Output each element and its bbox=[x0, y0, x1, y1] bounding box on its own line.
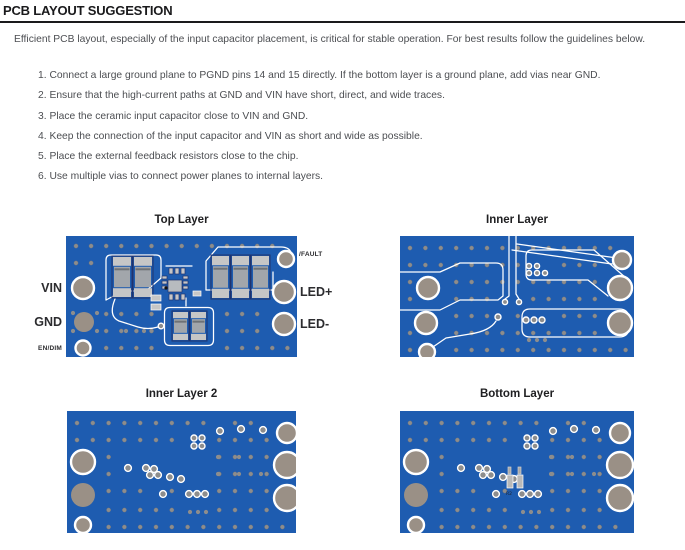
bottom-layer-title: Bottom Layer bbox=[479, 388, 555, 400]
through-hole-pad bbox=[613, 251, 631, 269]
through-hole-pad bbox=[74, 312, 94, 332]
pin1-dot bbox=[164, 286, 167, 289]
pcb-inner-layer-graphic bbox=[400, 236, 634, 357]
through-hole-pad bbox=[76, 341, 91, 356]
ringed-via bbox=[493, 491, 500, 498]
via bbox=[204, 510, 208, 514]
ringed-via bbox=[186, 491, 193, 498]
ringed-via bbox=[524, 443, 530, 449]
ringed-via bbox=[238, 426, 245, 433]
small-component-pad bbox=[162, 276, 167, 279]
via bbox=[216, 472, 220, 476]
ringed-via bbox=[571, 426, 578, 433]
bottom-layer-board-image bbox=[400, 411, 634, 533]
via bbox=[543, 338, 547, 342]
via bbox=[259, 472, 263, 476]
via bbox=[188, 510, 192, 514]
via bbox=[592, 472, 596, 476]
through-hole-pad bbox=[72, 277, 94, 299]
via bbox=[216, 455, 220, 459]
guideline-item: 6. Use multiple vias to connect power planes to internal layers. bbox=[38, 171, 324, 183]
en-dim-label: EN/DIM bbox=[38, 345, 62, 352]
capacitor-component bbox=[133, 256, 153, 298]
ringed-via bbox=[524, 435, 530, 441]
ringed-via bbox=[480, 472, 487, 479]
through-hole-pad bbox=[274, 485, 296, 511]
ringed-via bbox=[202, 491, 209, 498]
ringed-via bbox=[542, 270, 547, 275]
guideline-item: 2. Ensure that the high-current paths at GND and VIN have short, direct, and wide traces. bbox=[38, 90, 445, 102]
ringed-via bbox=[502, 299, 507, 304]
via bbox=[142, 329, 146, 333]
silkscreen-text: R2 bbox=[506, 492, 512, 497]
inner-layer-2-board-image bbox=[67, 411, 296, 533]
ringed-via bbox=[526, 270, 531, 275]
ringed-via bbox=[191, 443, 197, 449]
guideline-item: 4. Keep the connection of the input capacitor and VIN as short and wide as possible. bbox=[38, 130, 423, 142]
through-hole-pad bbox=[608, 311, 632, 335]
ringed-via bbox=[534, 270, 539, 275]
ringed-via bbox=[535, 491, 542, 498]
ringed-via bbox=[147, 472, 154, 479]
ringed-via bbox=[519, 491, 526, 498]
via bbox=[527, 338, 531, 342]
ringed-via bbox=[217, 428, 224, 435]
pcb-top-layer-graphic bbox=[66, 236, 297, 357]
ringed-via bbox=[143, 465, 150, 472]
through-hole-pad bbox=[277, 423, 296, 443]
small-component-pad bbox=[181, 268, 185, 274]
via bbox=[196, 510, 200, 514]
top-layer-board-image bbox=[66, 236, 297, 357]
inner-layer-title: Inner Layer bbox=[486, 214, 548, 226]
inner-layer-board-image bbox=[400, 236, 634, 357]
gnd-label: GND bbox=[34, 315, 62, 329]
guideline-item: 3. Place the ceramic input capacitor close to VIN and GND. bbox=[38, 110, 309, 122]
led-minus-label: LED- bbox=[300, 317, 330, 331]
through-hole-pad bbox=[75, 517, 91, 533]
small-component-pad bbox=[169, 294, 173, 300]
through-hole-pad bbox=[610, 423, 630, 443]
ringed-via bbox=[532, 443, 538, 449]
inner-layer-2-title: Inner Layer 2 bbox=[145, 388, 218, 400]
via bbox=[521, 510, 525, 514]
ringed-via bbox=[178, 476, 185, 483]
via bbox=[237, 472, 241, 476]
via bbox=[549, 455, 553, 459]
ringed-via bbox=[191, 435, 197, 441]
through-hole-pad bbox=[71, 450, 95, 474]
led-plus-label: LED+ bbox=[300, 285, 333, 299]
through-hole-pad bbox=[419, 344, 435, 357]
ringed-via bbox=[199, 435, 205, 441]
through-hole-pad bbox=[71, 483, 95, 507]
ringed-via bbox=[125, 465, 132, 472]
ringed-via bbox=[516, 299, 521, 304]
small-component-pad bbox=[168, 280, 182, 292]
ringed-via bbox=[500, 474, 507, 481]
via bbox=[570, 455, 574, 459]
through-hole-pad bbox=[274, 452, 296, 478]
small-component-pad bbox=[169, 268, 173, 274]
vin-label: VIN bbox=[41, 281, 62, 295]
section-heading: PCB LAYOUT SUGGESTION bbox=[3, 3, 173, 18]
guideline-list bbox=[38, 70, 663, 192]
small-component-pad bbox=[518, 467, 521, 474]
small-component-pad bbox=[151, 304, 161, 310]
capacitor-component bbox=[211, 255, 230, 299]
intro-paragraph: Efficient PCB layout, especially of the input capacitor placement, is critical for stable operation. For best results follow the guidelines below. bbox=[14, 34, 646, 45]
via bbox=[529, 510, 533, 514]
via bbox=[537, 510, 541, 514]
small-component-pad bbox=[517, 475, 523, 488]
ringed-via bbox=[199, 443, 205, 449]
ringed-via bbox=[158, 323, 164, 329]
small-component-pad bbox=[193, 291, 201, 296]
through-hole-pad bbox=[607, 485, 633, 511]
small-component-pad bbox=[183, 286, 188, 289]
small-component-pad bbox=[183, 281, 188, 284]
small-component-pad bbox=[183, 276, 188, 279]
ringed-via bbox=[550, 428, 557, 435]
small-component-pad bbox=[508, 467, 511, 474]
guideline-item: 5. Place the external feedback resistors close to the chip. bbox=[38, 151, 299, 163]
ringed-via bbox=[593, 427, 600, 434]
ringed-via bbox=[476, 465, 483, 472]
ringed-via bbox=[539, 317, 545, 323]
ringed-via bbox=[155, 472, 162, 479]
capacitor-component bbox=[190, 311, 207, 341]
via bbox=[95, 329, 99, 333]
ringed-via bbox=[495, 314, 501, 320]
ringed-via bbox=[194, 491, 201, 498]
via bbox=[124, 329, 128, 333]
capacitor-component bbox=[251, 255, 270, 299]
through-hole-pad bbox=[273, 281, 295, 303]
small-component-pad bbox=[507, 475, 513, 488]
small-component-pad bbox=[175, 294, 179, 300]
ringed-via bbox=[534, 263, 539, 268]
ringed-via bbox=[523, 317, 529, 323]
ringed-via bbox=[531, 317, 537, 323]
ringed-via bbox=[260, 427, 267, 434]
through-hole-pad bbox=[408, 517, 424, 533]
small-component-pad bbox=[175, 268, 179, 274]
small-component-pad bbox=[162, 281, 167, 284]
ringed-via bbox=[526, 263, 531, 268]
heading-rule bbox=[0, 21, 685, 23]
ringed-via bbox=[488, 472, 495, 479]
capacitor-component bbox=[172, 311, 189, 341]
fault-label: /FAULT bbox=[299, 251, 323, 258]
small-component-pad bbox=[181, 294, 185, 300]
via bbox=[95, 311, 99, 315]
through-hole-pad bbox=[404, 483, 428, 507]
via bbox=[549, 472, 553, 476]
small-component-pad bbox=[151, 295, 161, 301]
via bbox=[71, 329, 75, 333]
through-hole-pad bbox=[404, 450, 428, 474]
via bbox=[71, 311, 75, 315]
ringed-via bbox=[160, 491, 167, 498]
through-hole-pad bbox=[608, 276, 632, 300]
through-hole-pad bbox=[607, 452, 633, 478]
ringed-via bbox=[527, 491, 534, 498]
via bbox=[237, 455, 241, 459]
through-hole-pad bbox=[273, 313, 295, 335]
ringed-via bbox=[458, 465, 465, 472]
through-hole-pad bbox=[278, 251, 294, 267]
capacitor-component bbox=[112, 256, 132, 298]
pcb-bottom-layer-graphic bbox=[400, 411, 634, 533]
through-hole-pad bbox=[417, 277, 439, 299]
ringed-via bbox=[167, 474, 174, 481]
through-hole-pad bbox=[415, 312, 437, 334]
guideline-item: 1. Connect a large ground plane to PGND pins 14 and 15 directly. If the bottom layer is a ground plane, add vias near GND. bbox=[38, 70, 601, 81]
capacitor-component bbox=[231, 255, 250, 299]
pcb-inner-layer-2-graphic bbox=[67, 411, 296, 533]
top-layer-title: Top Layer bbox=[154, 214, 209, 226]
via bbox=[570, 472, 574, 476]
ringed-via bbox=[532, 435, 538, 441]
via bbox=[535, 338, 539, 342]
